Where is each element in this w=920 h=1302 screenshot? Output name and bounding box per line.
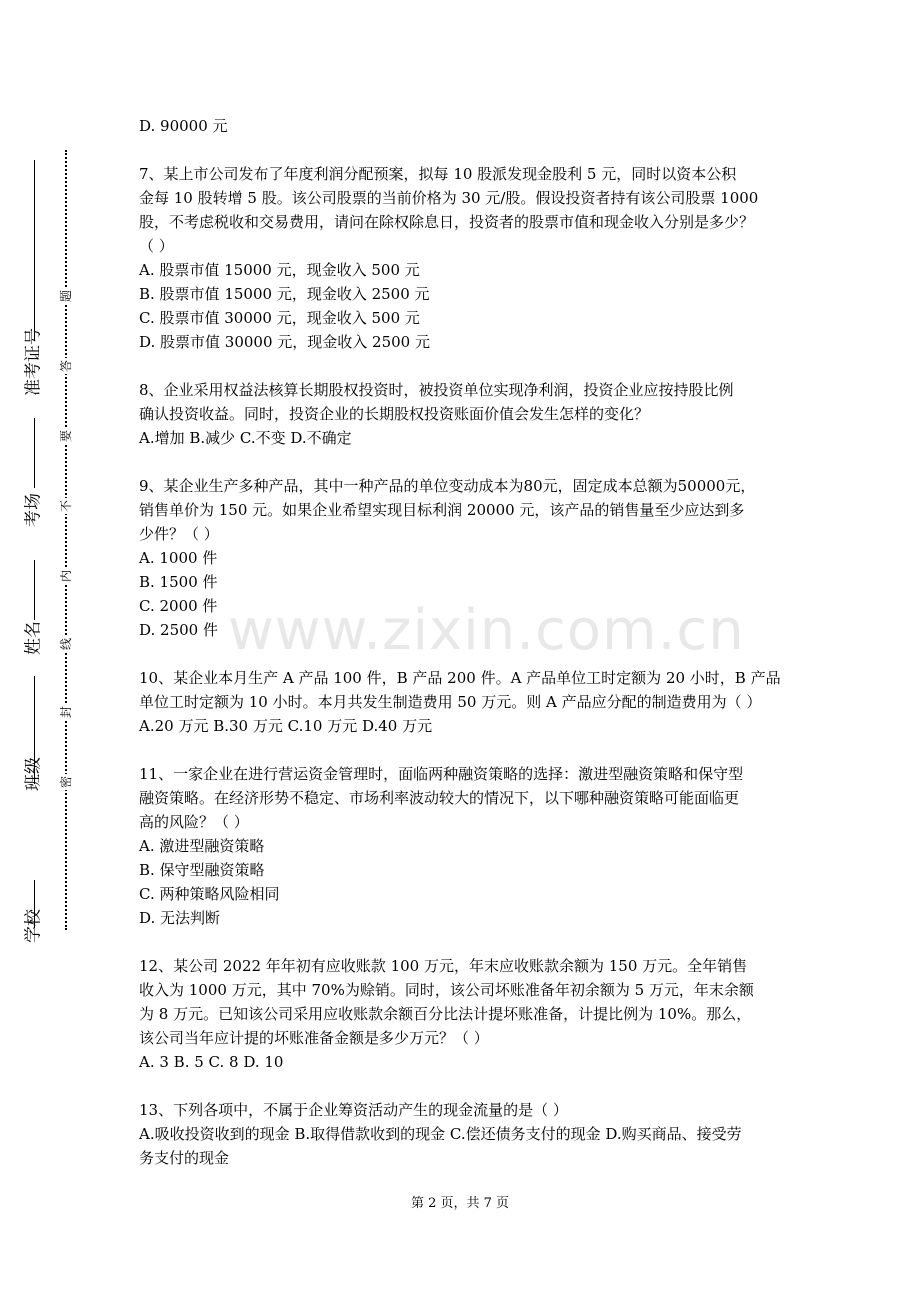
question-stem-line: 11、一家企业在进行营运资金管理时，面临两种融资策略的选择：激进型融资策略和保守型 <box>139 765 744 783</box>
name-underline <box>34 560 35 620</box>
option-c: C. 股票市值 30000 元，现金收入 500 元 <box>139 309 420 327</box>
question-stem-line: 金每 10 股转增 5 股。该公司股票的当前价格为 30 元/股。假设投资者持有该公司股票 1000 <box>139 189 759 207</box>
question-stem-line: （ ） <box>139 237 174 255</box>
seal-char: 密 <box>59 775 73 789</box>
option-b: B. 1500 件 <box>139 573 218 591</box>
question-stem-line: 务支付的现金 <box>139 1149 230 1167</box>
seal-dotted-line <box>65 150 67 930</box>
seal-char: 封 <box>59 705 73 719</box>
question-stem-line: 10、某企业本月生产 A 产品 100 件，B 产品 200 件。A 产品单位工时定额为 20 小时，B 产品 <box>139 669 781 687</box>
venue-label: 考场 <box>23 493 44 527</box>
seal-char: 答 <box>59 359 73 373</box>
options-inline: A. 3 B. 5 C. 8 D. 10 <box>139 1053 284 1071</box>
question-stem-line: 该公司当年应计提的坏账准备金额是多少万元？（ ） <box>139 1029 489 1047</box>
question-stem-line: 确认投资收益。同时，投资企业的长期股权投资账面价值会发生怎样的变化？ <box>139 405 650 423</box>
question-stem-line: 股，不考虑税收和交易费用，请问在除权除息日，投资者的股票市值和现金收入分别是多少？ <box>139 213 755 231</box>
options-inline: A.20 万元 B.30 万元 C.10 万元 D.40 万元 <box>139 717 433 735</box>
question-10 <box>139 666 819 738</box>
option-d: D. 2500 件 <box>139 621 218 639</box>
option-b: B. 股票市值 15000 元，现金收入 2500 元 <box>139 285 430 303</box>
option-a: A. 激进型融资策略 <box>139 837 265 855</box>
question-stem-line: 融资策略。在经济形势不稳定、市场利率波动较大的情况下，以下哪种融资策略可能面临更 <box>139 789 740 807</box>
binding-margin <box>0 0 110 1302</box>
question-13 <box>139 1098 819 1170</box>
class-label: 班级 <box>23 757 44 791</box>
question-stem-line: 7、某上市公司发布了年度利润分配预案，拟每 10 股派发现金股利 5 元，同时以资本公积 <box>139 165 737 183</box>
seal-char: 线 <box>59 637 73 651</box>
question-7 <box>139 162 819 354</box>
question-stem-line: 为 8 万元。已知该公司采用应收账款余额百分比法计提坏账准备，计提比例为 10%。那么， <box>139 1005 752 1023</box>
question-8 <box>139 378 819 450</box>
seal-char: 题 <box>59 289 73 303</box>
venue-underline <box>34 418 35 488</box>
option-a: A. 1000 件 <box>139 549 218 567</box>
option-b: B. 保守型融资策略 <box>139 861 265 879</box>
question-stem-line: A.吸收投资收到的现金 B.取得借款收到的现金 C.偿还债务支付的现金 D.购买商品、接受劳 <box>139 1125 742 1143</box>
option-c: C. 2000 件 <box>139 597 218 615</box>
school-label: 学校 <box>23 909 44 943</box>
question-stem-line: 收入为 1000 万元，其中 70%为赊销。同时，该公司坏账准备年初余额为 5 万元，年末余额 <box>139 981 754 999</box>
option-d: D. 无法判断 <box>139 909 221 927</box>
question-stem-line: 少件？（ ） <box>139 525 219 543</box>
question-stem-line: 13、下列各项中，不属于企业筹资活动产生的现金流量的是（ ） <box>139 1101 568 1119</box>
question-stem-line: 销售单价为 150 元。如果企业希望实现目标利润 20000 元，该产品的销售量至少应达到多 <box>139 501 745 519</box>
watermark: www.zixin.com.cn <box>228 598 745 663</box>
seal-char: 要 <box>59 429 73 443</box>
name-label: 姓名 <box>23 621 44 655</box>
seal-char: 内 <box>59 569 73 583</box>
question-stem-line: 9、某企业生产多种产品，其中一种产品的单位变动成本为80元，固定成本总额为50000元， <box>139 477 756 495</box>
question-stem-line: 单位工时定额为 10 小时。本月共发生制造费用 50 万元。则 A 产品应分配的制造费用为（ ） <box>139 693 762 711</box>
question-stem-line: 8、企业采用权益法核算长期股权投资时，被投资单位实现净利润，投资企业应按持股比例 <box>139 381 734 399</box>
option-a: A. 股票市值 15000 元，现金收入 500 元 <box>139 261 420 279</box>
option-c: C. 两种策略风险相同 <box>139 885 280 903</box>
ticket-underline <box>34 160 35 340</box>
page-footer: 第 2 页，共 7 页 <box>410 1196 510 1211</box>
question-11 <box>139 762 819 930</box>
option-d: D. 股票市值 30000 元，现金收入 2500 元 <box>139 333 430 351</box>
options-inline: A.增加 B.减少 C.不变 D.不确定 <box>139 429 352 447</box>
question-stem-line: 高的风险？（ ） <box>139 813 249 831</box>
question-stem-line: 12、某公司 2022 年年初有应收账款 100 万元，年末应收账款余额为 150 万元。全年销售 <box>139 957 748 975</box>
question-12 <box>139 954 819 1074</box>
seal-char: 不 <box>59 499 73 513</box>
ticket-label: 准考证号 <box>23 328 44 396</box>
prev-question-option-d: D. 90000 元 <box>139 117 228 135</box>
